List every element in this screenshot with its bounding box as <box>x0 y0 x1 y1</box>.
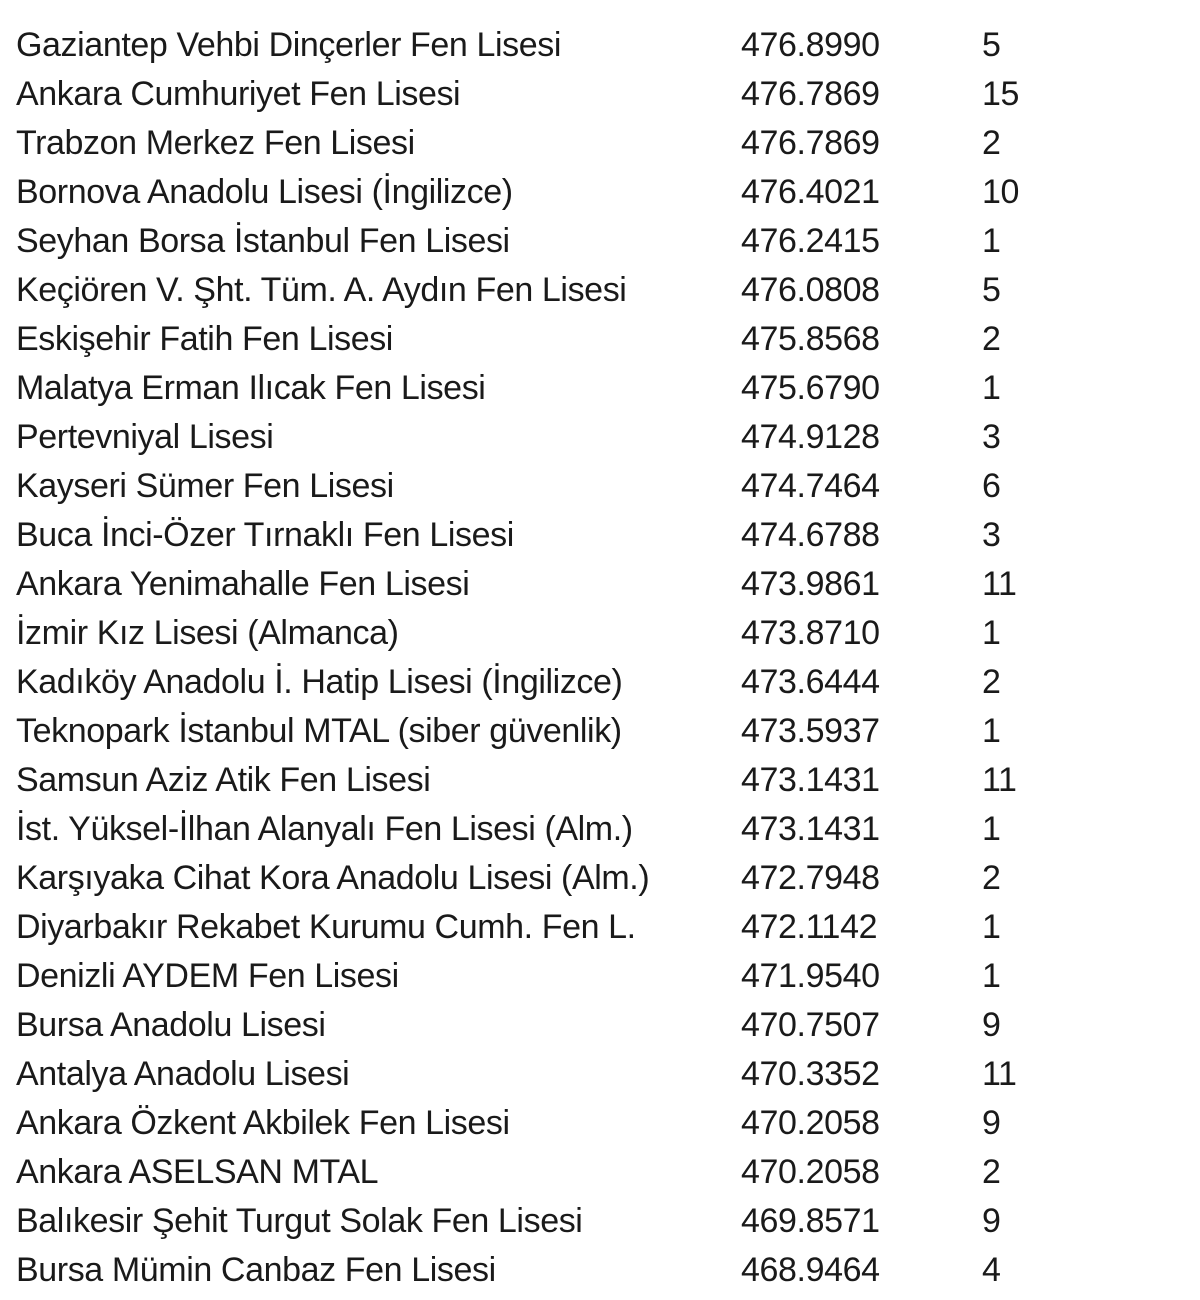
school-name: Bursa Anadolu Lisesi <box>16 1006 326 1044</box>
school-count: 6 <box>982 467 1001 505</box>
school-count: 11 <box>982 761 1017 799</box>
school-score: 474.7464 <box>741 467 880 505</box>
school-count: 1 <box>982 712 1001 750</box>
school-count: 3 <box>982 516 1001 554</box>
school-count: 1 <box>982 810 1001 848</box>
school-score: 473.1431 <box>741 761 880 799</box>
school-score: 476.2415 <box>741 222 880 260</box>
school-score: 476.0808 <box>741 271 880 309</box>
school-name: Bornova Anadolu Lisesi (İngilizce) <box>16 173 513 211</box>
school-name: Ankara Yenimahalle Fen Lisesi <box>16 565 470 603</box>
school-count: 2 <box>982 320 1001 358</box>
school-name: Denizli AYDEM Fen Lisesi <box>16 957 399 995</box>
school-score: 476.4021 <box>741 173 880 211</box>
school-count: 1 <box>982 908 1001 946</box>
school-count: 11 <box>982 1055 1017 1093</box>
school-count: 9 <box>982 1104 1001 1142</box>
school-score: 473.1431 <box>741 810 880 848</box>
school-name: Malatya Erman Ilıcak Fen Lisesi <box>16 369 486 407</box>
school-count: 1 <box>982 957 1001 995</box>
school-count: 2 <box>982 859 1001 897</box>
school-count: 3 <box>982 418 1001 456</box>
school-name: Kayseri Sümer Fen Lisesi <box>16 467 394 505</box>
school-name: Seyhan Borsa İstanbul Fen Lisesi <box>16 222 510 260</box>
school-name: Ankara ASELSAN MTAL <box>16 1153 379 1191</box>
school-score: 470.2058 <box>741 1153 880 1191</box>
school-name: Antalya Anadolu Lisesi <box>16 1055 350 1093</box>
school-score: 476.8990 <box>741 26 880 64</box>
school-count: 1 <box>982 369 1001 407</box>
school-score: 473.5937 <box>741 712 880 750</box>
school-count: 2 <box>982 663 1001 701</box>
school-count: 1 <box>982 614 1001 652</box>
school-name: Eskişehir Fatih Fen Lisesi <box>16 320 393 358</box>
school-score: 472.1142 <box>741 908 878 946</box>
school-count: 2 <box>982 124 1001 162</box>
school-score: 470.3352 <box>741 1055 880 1093</box>
school-name: Buca İnci-Özer Tırnaklı Fen Lisesi <box>16 516 514 554</box>
school-score: 473.6444 <box>741 663 880 701</box>
school-name: Karşıyaka Cihat Kora Anadolu Lisesi (Alm.) <box>16 859 650 897</box>
school-count: 11 <box>982 565 1017 603</box>
school-name: Balıkesir Şehit Turgut Solak Fen Lisesi <box>16 1202 583 1240</box>
school-score: 470.2058 <box>741 1104 880 1142</box>
school-name: Ankara Cumhuriyet Fen Lisesi <box>16 75 461 113</box>
school-score: 474.6788 <box>741 516 880 554</box>
school-score: 476.7869 <box>741 75 880 113</box>
school-score: 475.8568 <box>741 320 880 358</box>
school-score: 473.8710 <box>741 614 880 652</box>
school-count: 9 <box>982 1006 1001 1044</box>
school-score: 468.9464 <box>741 1251 880 1289</box>
school-score: 470.7507 <box>741 1006 880 1044</box>
school-name: Diyarbakır Rekabet Kurumu Cumh. Fen L. <box>16 908 636 946</box>
school-name: Kadıköy Anadolu İ. Hatip Lisesi (İngilizce) <box>16 663 623 701</box>
school-count: 10 <box>982 173 1020 211</box>
school-name: Samsun Aziz Atik Fen Lisesi <box>16 761 431 799</box>
school-count: 9 <box>982 1202 1001 1240</box>
school-count: 15 <box>982 75 1020 113</box>
school-score: 473.9861 <box>741 565 880 603</box>
school-name: Trabzon Merkez Fen Lisesi <box>16 124 415 162</box>
school-name: İzmir Kız Lisesi (Almanca) <box>16 614 399 652</box>
school-name: Ankara Özkent Akbilek Fen Lisesi <box>16 1104 510 1142</box>
school-name: Gaziantep Vehbi Dinçerler Fen Lisesi <box>16 26 562 64</box>
school-name: Keçiören V. Şht. Tüm. A. Aydın Fen Lisesi <box>16 271 627 309</box>
school-name: Teknopark İstanbul MTAL (siber güvenlik) <box>16 712 622 750</box>
school-score: 476.7869 <box>741 124 880 162</box>
school-name: İst. Yüksel-İlhan Alanyalı Fen Lisesi (Alm.) <box>16 810 633 848</box>
school-score: 474.9128 <box>741 418 880 456</box>
school-score: 475.6790 <box>741 369 880 407</box>
school-count: 1 <box>982 222 1001 260</box>
school-name: Pertevniyal Lisesi <box>16 418 274 456</box>
school-name: Bursa Mümin Canbaz Fen Lisesi <box>16 1251 496 1289</box>
school-score: 469.8571 <box>741 1202 880 1240</box>
school-count: 5 <box>982 26 1001 64</box>
school-count: 5 <box>982 271 1001 309</box>
school-score: 471.9540 <box>741 957 880 995</box>
school-score: 472.7948 <box>741 859 880 897</box>
school-count: 4 <box>982 1251 1001 1289</box>
school-count: 2 <box>982 1153 1001 1191</box>
